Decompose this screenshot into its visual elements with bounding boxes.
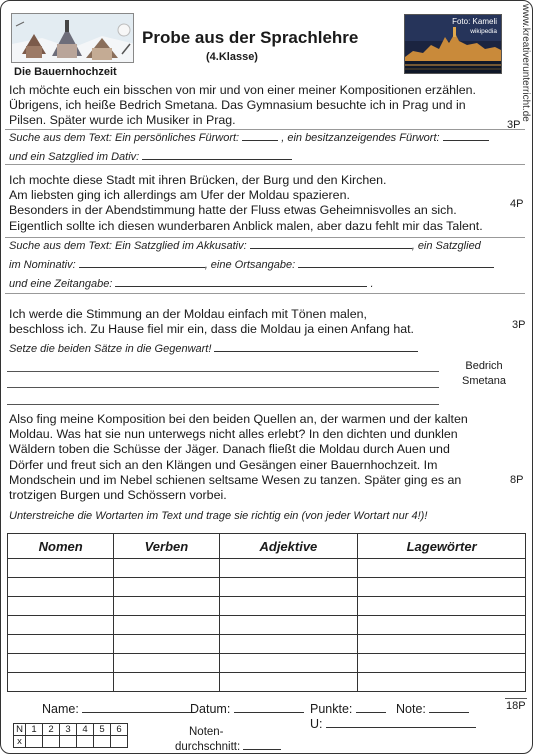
answer-cell[interactable] — [358, 635, 526, 654]
header-verben: Verben — [114, 534, 219, 559]
page-title: Probe aus der Sprachlehre — [142, 28, 359, 47]
answer-cell[interactable] — [219, 635, 358, 654]
answer-line[interactable] — [242, 130, 278, 141]
answer-cell[interactable] — [8, 654, 114, 673]
section4-task: Unterstreiche die Wortarten im Text und trage sie richtig ein (von jeder Wortart nur 4!)! — [9, 510, 428, 522]
page-subtitle: (4.Klasse) — [206, 51, 258, 63]
grade-x-label: x — [14, 736, 26, 748]
answer-cell[interactable] — [219, 616, 358, 635]
average-line[interactable] — [243, 739, 281, 750]
answer-cell[interactable] — [114, 597, 219, 616]
header-lagewoerter: Lagewörter — [358, 534, 526, 559]
section1-text: Ich möchte euch ein bisschen von mir und von einer meiner Kompositionen erzählen. Übrigens, ich heiße Bedrich Smetana. Das Gymnasium besuchte ich in Prag und in Pilsen. Später wurde ich Musiker in Prag. — [9, 83, 476, 128]
grade-cell: 1 — [26, 724, 43, 736]
answer-cell[interactable] — [358, 654, 526, 673]
section2-points: 4P — [510, 198, 524, 210]
answer-cell[interactable] — [219, 673, 358, 692]
header-adjektive: Adjektive — [219, 534, 358, 559]
answer-cell[interactable] — [114, 635, 219, 654]
answer-cell[interactable] — [8, 635, 114, 654]
word-classes-table — [7, 533, 526, 692]
section3-text: Ich werde die Stimmung an der Moldau einfach mit Tönen malen, beschloss ich. Zu Hause fiel mir ein, dass die Moldau ja einen Anfang hat. — [9, 307, 414, 337]
answer-cell[interactable] — [114, 616, 219, 635]
grade-cell: 4 — [77, 724, 94, 736]
table-row — [8, 597, 526, 616]
answer-line[interactable] — [7, 404, 439, 405]
total-divider — [505, 698, 527, 699]
answer-cell[interactable] — [8, 597, 114, 616]
answer-cell[interactable] — [358, 578, 526, 597]
answer-line[interactable] — [298, 257, 494, 268]
answer-line[interactable] — [214, 341, 418, 352]
answer-cell[interactable] — [8, 616, 114, 635]
answer-cell[interactable] — [219, 654, 358, 673]
image-caption: Die Bauernhochzeit — [14, 66, 117, 78]
answer-cell[interactable] — [8, 578, 114, 597]
signature-field[interactable]: U: — [310, 717, 476, 731]
grade-cell: 2 — [43, 724, 60, 736]
answer-line[interactable] — [7, 387, 439, 388]
table-row — [8, 559, 526, 578]
table-row — [8, 578, 526, 597]
grade-distribution-table — [13, 723, 128, 748]
grade-n-label: N — [14, 724, 26, 736]
points-field[interactable]: Punkte: — [310, 702, 386, 716]
grade-count-cell[interactable] — [111, 736, 128, 748]
answer-line[interactable] — [142, 149, 292, 160]
grade-cell: 6 — [111, 724, 128, 736]
prague-night-photo — [404, 14, 502, 74]
table-row — [8, 635, 526, 654]
name-field[interactable]: Name: — [42, 702, 194, 716]
side-url: www.kreativerunterricht.de — [520, 4, 531, 122]
grade-cell: 3 — [60, 724, 77, 736]
answer-cell[interactable] — [219, 578, 358, 597]
section2-task: Suche aus dem Text: Ein Satzglied im Akkusativ: , ein Satzglied im Nominativ: , eine Ortsangabe: und eine Zeitangabe: . — [9, 237, 494, 294]
table-row — [8, 616, 526, 635]
answer-line[interactable] — [79, 257, 205, 268]
answer-cell[interactable] — [358, 673, 526, 692]
grade-count-cell[interactable] — [26, 736, 43, 748]
date-field[interactable]: Datum: — [190, 702, 304, 716]
section1-points: 3P — [507, 119, 521, 131]
answer-cell[interactable] — [358, 559, 526, 578]
answer-cell[interactable] — [114, 578, 219, 597]
grade-count-cell[interactable] — [43, 736, 60, 748]
bauernhochzeit-image — [11, 13, 134, 63]
answer-cell[interactable] — [219, 597, 358, 616]
section3-points: 3P — [512, 319, 526, 331]
total-points: 18P — [506, 700, 526, 712]
answer-cell[interactable] — [219, 559, 358, 578]
section4-text: Also fing meine Komposition bei den beiden Quellen an, der warmen und der kalten Moldau. Was hat sie nun unterwegs nicht alles erlebt? In den dichten und dunklen Wäldern toben die Schüsse der Jäger. Danach fließt die Moldau durch Auen und Dörfer und freut sich an den Klängen und Gesängen einer Bauernhochzeit. Im Mondschein und im Nebel schienen seltsame Wesen zu tanzen. Später ging es an trotzigen Burgen und Schössern vorbei. — [9, 412, 468, 503]
table-row — [8, 654, 526, 673]
answer-cell[interactable] — [358, 597, 526, 616]
photo-credit: Foto: Kameli wikipedia — [452, 17, 497, 35]
answer-cell[interactable] — [8, 673, 114, 692]
section2-text: Ich mochte diese Stadt mit ihren Brücken, der Burg und den Kirchen. Am liebsten ging ich allerdings am Ufer der Moldau spazieren. Besonders in der Abendstimmung hatte der Fluss etwas Geheimnisvolles an sich. Eigentlich sollte ich diesen wunderbaren Anblick malen, aber dazu fehlt mir das Talent. — [9, 173, 483, 233]
section4-points: 8P — [510, 474, 524, 486]
grade-field[interactable]: Note: — [396, 702, 469, 716]
header-nomen: Nomen — [8, 534, 114, 559]
signature-smetana: Bedrich Smetana — [462, 360, 507, 387]
grade-cell: 5 — [94, 724, 111, 736]
answer-cell[interactable] — [114, 654, 219, 673]
section3-task: Setze die beiden Sätze in die Gegenwart! — [9, 340, 418, 359]
answer-line[interactable] — [115, 276, 367, 287]
answer-line[interactable] — [250, 238, 412, 249]
table-row — [8, 673, 526, 692]
grade-count-cell[interactable] — [94, 736, 111, 748]
section1-task: Suche aus dem Text: Ein persönliches Fürwort: , ein besitzanzeigendes Fürwort: und ein Satzglied im Dativ: — [9, 129, 489, 167]
answer-cell[interactable] — [114, 673, 219, 692]
grade-average-label: Noten- durchschnitt: — [175, 726, 281, 754]
answer-line[interactable] — [7, 371, 439, 372]
answer-cell[interactable] — [114, 559, 219, 578]
answer-cell[interactable] — [8, 559, 114, 578]
grade-count-cell[interactable] — [77, 736, 94, 748]
answer-cell[interactable] — [358, 616, 526, 635]
answer-line[interactable] — [443, 130, 489, 141]
grade-count-cell[interactable] — [60, 736, 77, 748]
